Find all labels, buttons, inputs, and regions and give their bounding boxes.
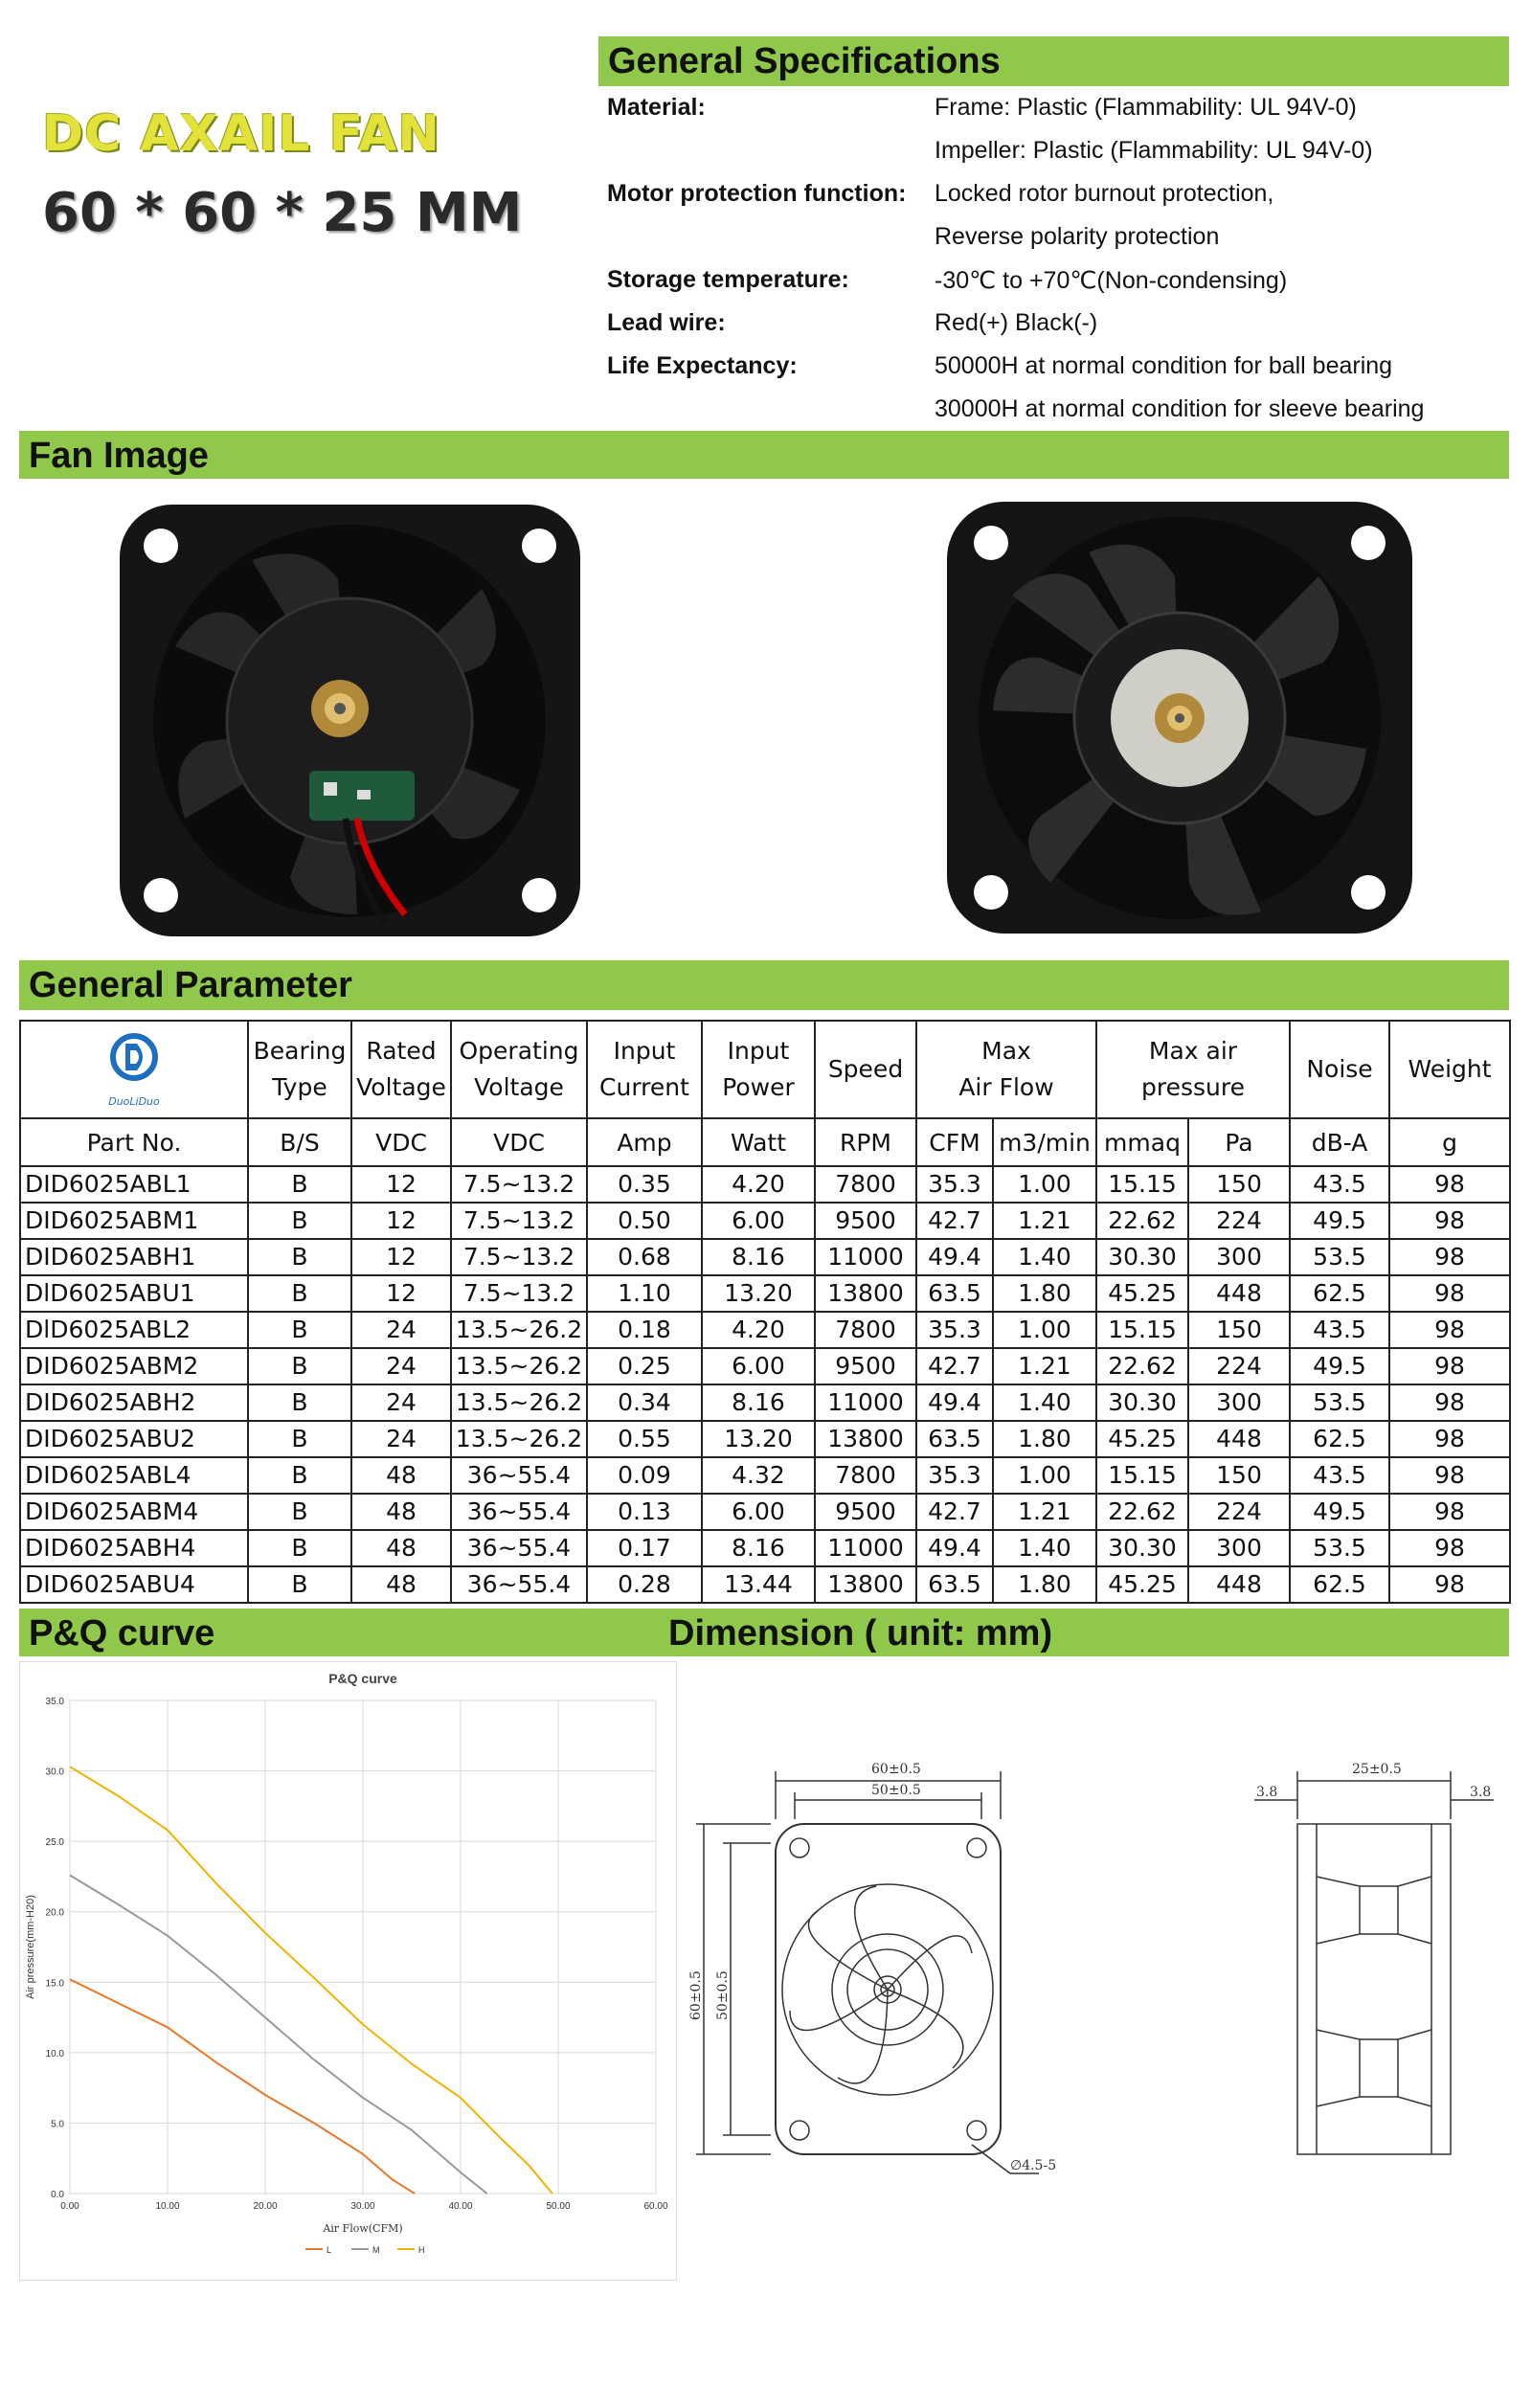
table-cell: B (248, 1203, 351, 1239)
table-row (20, 1494, 1510, 1530)
dimension-front-drawing (685, 1743, 1087, 2193)
header-operating-voltage (451, 1021, 587, 1118)
table-cell: 11000 (815, 1384, 916, 1421)
dim-label-hole: ∅4.5-5 (1010, 2158, 1057, 2173)
unit-cell: Amp (587, 1118, 702, 1166)
table-cell: 35.3 (916, 1166, 993, 1203)
unit-cell: dB-A (1290, 1118, 1389, 1166)
table-cell: 45.25 (1096, 1566, 1188, 1603)
table-cell: 448 (1188, 1275, 1290, 1312)
x-tick-label: 30.00 (350, 2201, 375, 2212)
table-cell: 49.4 (916, 1239, 993, 1275)
table-cell: B (248, 1348, 351, 1384)
table-cell: 300 (1188, 1530, 1290, 1566)
spec-label-storage-temp: Storage temperature: (607, 266, 849, 293)
table-cell: 15.15 (1096, 1312, 1188, 1348)
table-cell: 98 (1389, 1166, 1510, 1203)
table-cell: 49.5 (1290, 1203, 1389, 1239)
table-cell: 9500 (815, 1348, 916, 1384)
y-tick-label: 35.0 (45, 1697, 64, 1707)
header-line: Operating (459, 1037, 579, 1065)
spec-value-impeller: Impeller: Plastic (Flammability: UL 94V-0) (935, 137, 1373, 164)
table-cell: 15.15 (1096, 1457, 1188, 1494)
table-cell: 42.7 (916, 1348, 993, 1384)
table-cell: 4.32 (702, 1457, 815, 1494)
table-cell: 12 (351, 1166, 451, 1203)
table-row (20, 1457, 1510, 1494)
table-cell: 98 (1389, 1566, 1510, 1603)
series-line-h (70, 1767, 552, 2194)
table-cell: 1.21 (993, 1348, 1096, 1384)
header-rated-voltage (351, 1021, 451, 1118)
table-row (20, 1166, 1510, 1203)
table-cell: 45.25 (1096, 1421, 1188, 1457)
y-tick-label: 20.0 (45, 1907, 64, 1919)
table-cell: 224 (1188, 1494, 1290, 1530)
table-cell: 62.5 (1290, 1421, 1389, 1457)
header-line: Speed (827, 1055, 904, 1083)
product-size: 60 * 60 * 25 MM (42, 182, 523, 244)
table-cell: 49.5 (1290, 1494, 1389, 1530)
table-cell: 45.25 (1096, 1275, 1188, 1312)
table-cell: 8.16 (702, 1384, 815, 1421)
table-cell: 6.00 (702, 1203, 815, 1239)
table-cell: B (248, 1384, 351, 1421)
table-cell: 0.28 (587, 1566, 702, 1603)
spec-label-motor-protection: Motor protection function: (607, 180, 907, 207)
table-cell: 98 (1389, 1384, 1510, 1421)
unit-cell: g (1389, 1118, 1510, 1166)
header-line: Voltage (474, 1073, 564, 1101)
header-input-power (702, 1021, 815, 1118)
dim-label-outer: 60±0.5 (871, 1762, 921, 1777)
unit-cell: m3/min (993, 1118, 1096, 1166)
parameter-table (19, 1020, 1511, 1604)
table-cell: 7.5~13.2 (451, 1275, 587, 1312)
x-tick-label: 10.00 (155, 2201, 180, 2212)
table-cell: 36~55.4 (451, 1530, 587, 1566)
table-cell: 1.40 (993, 1239, 1096, 1275)
table-cell: 1.00 (993, 1457, 1096, 1494)
fan-image-heading: Fan Image (19, 431, 1509, 479)
part-number-cell: DID6025ABU2 (20, 1421, 248, 1457)
table-cell: 13.44 (702, 1566, 815, 1603)
unit-cell: mmaq (1096, 1118, 1188, 1166)
dim-label-right-gap: 3.8 (1470, 1785, 1492, 1800)
table-cell: 6.00 (702, 1494, 815, 1530)
part-number-cell: DID6025ABM4 (20, 1494, 248, 1530)
spec-label-material: Material: (607, 94, 706, 121)
y-tick-label: 30.0 (45, 1767, 64, 1778)
table-cell: 224 (1188, 1348, 1290, 1384)
table-row (20, 1348, 1510, 1384)
table-cell: 15.15 (1096, 1166, 1188, 1203)
header-max-air-flow (916, 1021, 1096, 1118)
table-cell: 12 (351, 1275, 451, 1312)
table-row (20, 1421, 1510, 1457)
unit-cell: Watt (702, 1118, 815, 1166)
table-cell: 53.5 (1290, 1384, 1389, 1421)
table-cell: 0.18 (587, 1312, 702, 1348)
table-cell: B (248, 1494, 351, 1530)
part-number-cell: DID6025ABM1 (20, 1203, 248, 1239)
table-cell: 4.20 (702, 1166, 815, 1203)
table-cell: 22.62 (1096, 1348, 1188, 1384)
table-cell: 8.16 (702, 1239, 815, 1275)
header-line: Max (981, 1037, 1031, 1065)
table-cell: 48 (351, 1530, 451, 1566)
spec-value-life-ball: 50000H at normal condition for ball bearing (935, 352, 1393, 379)
header-line: Noise (1306, 1055, 1373, 1083)
header-line: Air Flow (958, 1073, 1054, 1101)
table-cell: 1.40 (993, 1530, 1096, 1566)
table-cell: 98 (1389, 1530, 1510, 1566)
table-cell: 1.80 (993, 1421, 1096, 1457)
table-cell: 13.20 (702, 1275, 815, 1312)
table-cell: 0.35 (587, 1166, 702, 1203)
table-cell: 7800 (815, 1457, 916, 1494)
dim-label-inner-vertical: 50±0.5 (715, 1970, 731, 2020)
table-cell: B (248, 1457, 351, 1494)
table-cell: 98 (1389, 1348, 1510, 1384)
y-tick-label: 15.0 (45, 1978, 64, 1990)
part-number-cell: DID6025ABL4 (20, 1457, 248, 1494)
pq-chart-frame (19, 1661, 677, 2281)
table-cell: 13.5~26.2 (451, 1384, 587, 1421)
table-cell: 150 (1188, 1312, 1290, 1348)
table-cell: 43.5 (1290, 1457, 1389, 1494)
header-line: Power (722, 1073, 795, 1101)
table-cell: 49.4 (916, 1530, 993, 1566)
spec-value-lead-wire: Red(+) Black(-) (935, 309, 1098, 336)
table-cell: 1.80 (993, 1275, 1096, 1312)
header-line: Current (599, 1073, 689, 1101)
table-cell: 0.50 (587, 1203, 702, 1239)
table-cell: 98 (1389, 1275, 1510, 1312)
table-cell: 62.5 (1290, 1566, 1389, 1603)
fan-front-photo (945, 500, 1414, 935)
x-axis-label: Air Flow(CFM) (323, 2222, 403, 2235)
y-tick-label: 5.0 (51, 2119, 64, 2130)
dim-label-depth: 25±0.5 (1352, 1762, 1402, 1777)
lower-section-bar (19, 1609, 1509, 1656)
spec-label-life: Life Expectancy: (607, 352, 798, 379)
fan-back-photo (118, 503, 582, 938)
header-line: Type (272, 1073, 327, 1101)
table-cell: 42.7 (916, 1203, 993, 1239)
table-cell: 1.80 (993, 1566, 1096, 1603)
table-cell: 98 (1389, 1239, 1510, 1275)
table-cell: 0.55 (587, 1421, 702, 1457)
table-cell: 1.21 (993, 1203, 1096, 1239)
table-cell: 42.7 (916, 1494, 993, 1530)
general-parameter-heading: General Parameter (19, 960, 1509, 1010)
unit-cell: VDC (451, 1118, 587, 1166)
x-tick-label: 20.00 (253, 2201, 278, 2212)
table-cell: 49.4 (916, 1384, 993, 1421)
table-cell: 62.5 (1290, 1275, 1389, 1312)
table-cell: 448 (1188, 1566, 1290, 1603)
part-number-cell: DID6025ABL1 (20, 1166, 248, 1203)
header-line: Input (613, 1037, 676, 1065)
table-cell: 24 (351, 1348, 451, 1384)
table-cell: 13800 (815, 1275, 916, 1312)
header-line: Weight (1408, 1055, 1492, 1083)
table-cell: 1.00 (993, 1312, 1096, 1348)
unit-cell: RPM (815, 1118, 916, 1166)
table-row (20, 1275, 1510, 1312)
table-cell: 49.5 (1290, 1348, 1389, 1384)
dim-label-inner: 50±0.5 (871, 1783, 921, 1798)
part-number-cell: DID6025ABM2 (20, 1348, 248, 1384)
table-cell: 98 (1389, 1421, 1510, 1457)
table-cell: 36~55.4 (451, 1457, 587, 1494)
table-cell: 7800 (815, 1166, 916, 1203)
legend-label-l: L (327, 2245, 332, 2255)
table-cell: 0.13 (587, 1494, 702, 1530)
header-line: Voltage (356, 1073, 446, 1101)
table-cell: 8.16 (702, 1530, 815, 1566)
table-units-row (20, 1118, 1510, 1166)
table-cell: 24 (351, 1384, 451, 1421)
x-tick-label: 0.00 (60, 2201, 79, 2212)
table-cell: B (248, 1239, 351, 1275)
unit-cell: Part No. (20, 1118, 248, 1166)
header-line: Rated (366, 1037, 437, 1065)
table-row (20, 1312, 1510, 1348)
unit-cell: VDC (351, 1118, 451, 1166)
table-cell: 48 (351, 1457, 451, 1494)
table-cell: 0.34 (587, 1384, 702, 1421)
header-weight (1389, 1021, 1510, 1118)
spec-label-lead-wire: Lead wire: (607, 309, 726, 336)
header-line: Input (727, 1037, 790, 1065)
table-cell: 224 (1188, 1203, 1290, 1239)
table-cell: B (248, 1530, 351, 1566)
table-cell: 150 (1188, 1166, 1290, 1203)
table-cell: 9500 (815, 1203, 916, 1239)
table-cell: 30.30 (1096, 1530, 1188, 1566)
table-cell: 4.20 (702, 1312, 815, 1348)
unit-cell: Pa (1188, 1118, 1290, 1166)
y-tick-label: 0.0 (51, 2190, 64, 2200)
legend-label-h: H (418, 2245, 425, 2255)
table-cell: 30.30 (1096, 1239, 1188, 1275)
header-line: Bearing (253, 1037, 347, 1065)
table-cell: 13.20 (702, 1421, 815, 1457)
header-noise (1290, 1021, 1389, 1118)
table-row (20, 1566, 1510, 1603)
header-max-air-pressure (1096, 1021, 1290, 1118)
table-cell: 1.40 (993, 1384, 1096, 1421)
dimension-side-drawing (1245, 1743, 1503, 2193)
table-cell: 36~55.4 (451, 1494, 587, 1530)
table-cell: 0.17 (587, 1530, 702, 1566)
legend-label-m: M (372, 2245, 380, 2255)
pq-curve-heading: P&Q curve (29, 1613, 215, 1654)
x-tick-label: 50.00 (546, 2201, 571, 2212)
dim-label-left-gap: 3.8 (1256, 1785, 1278, 1800)
product-title: DC AXAIL FAN (42, 105, 440, 163)
table-cell: 300 (1188, 1239, 1290, 1275)
table-cell: B (248, 1312, 351, 1348)
table-cell: 13.5~26.2 (451, 1421, 587, 1457)
part-number-cell: DID6025ABH1 (20, 1239, 248, 1275)
table-cell: 0.68 (587, 1239, 702, 1275)
table-cell: 13.5~26.2 (451, 1312, 587, 1348)
table-cell: 98 (1389, 1457, 1510, 1494)
table-cell: 24 (351, 1421, 451, 1457)
table-cell: B (248, 1421, 351, 1457)
header-input-current (587, 1021, 702, 1118)
table-cell: 448 (1188, 1421, 1290, 1457)
table-cell: 24 (351, 1312, 451, 1348)
table-cell: 11000 (815, 1239, 916, 1275)
table-cell: 63.5 (916, 1421, 993, 1457)
unit-cell: B/S (248, 1118, 351, 1166)
table-cell: 7800 (815, 1312, 916, 1348)
table-cell: 22.62 (1096, 1494, 1188, 1530)
part-number-cell: DID6025ABU4 (20, 1566, 248, 1603)
x-tick-label: 60.00 (643, 2201, 668, 2212)
table-cell: 1.21 (993, 1494, 1096, 1530)
chart-title: P&Q curve (328, 1671, 397, 1686)
table-row (20, 1384, 1510, 1421)
table-cell: 11000 (815, 1530, 916, 1566)
y-tick-label: 25.0 (45, 1837, 64, 1849)
table-cell: 48 (351, 1566, 451, 1603)
brand-logo-cell (20, 1021, 248, 1118)
general-specs-heading: General Specifications (598, 36, 1509, 86)
table-cell: 6.00 (702, 1348, 815, 1384)
table-cell: 13800 (815, 1421, 916, 1457)
table-cell: 13800 (815, 1566, 916, 1603)
table-cell: 63.5 (916, 1566, 993, 1603)
table-cell: 35.3 (916, 1457, 993, 1494)
dimension-heading: Dimension ( unit: mm) (668, 1613, 1053, 1654)
table-header-row (20, 1021, 1510, 1118)
dim-label-outer-vertical: 60±0.5 (688, 1970, 704, 2020)
spec-value-frame: Frame: Plastic (Flammability: UL 94V-0) (935, 94, 1357, 121)
table-cell: 22.62 (1096, 1203, 1188, 1239)
header-line: Max air (1148, 1037, 1238, 1065)
duoliduo-logo-icon (101, 1032, 168, 1086)
y-axis-label: Air pressure(mm-H20) (25, 1895, 36, 1999)
series-line-m (70, 1876, 487, 2194)
table-cell: 30.30 (1096, 1384, 1188, 1421)
logo-text: DuoLiDuo (108, 1094, 160, 1108)
table-cell: 1.00 (993, 1166, 1096, 1203)
table-cell: 98 (1389, 1312, 1510, 1348)
table-cell: 35.3 (916, 1312, 993, 1348)
table-row (20, 1203, 1510, 1239)
table-cell: 13.5~26.2 (451, 1348, 587, 1384)
table-cell: 7.5~13.2 (451, 1239, 587, 1275)
table-cell: 7.5~13.2 (451, 1203, 587, 1239)
table-row (20, 1530, 1510, 1566)
table-cell: 0.09 (587, 1457, 702, 1494)
spec-value-storage-temp: -30℃ to +70℃(Non-condensing) (935, 267, 1288, 294)
x-tick-label: 40.00 (448, 2201, 473, 2212)
table-cell: 9500 (815, 1494, 916, 1530)
part-number-cell: DlD6025ABU1 (20, 1275, 248, 1312)
table-cell: 12 (351, 1203, 451, 1239)
table-cell: 12 (351, 1239, 451, 1275)
table-cell: 7.5~13.2 (451, 1166, 587, 1203)
table-cell: 48 (351, 1494, 451, 1530)
table-cell: 300 (1188, 1384, 1290, 1421)
table-cell: 36~55.4 (451, 1566, 587, 1603)
table-cell: 98 (1389, 1494, 1510, 1530)
header-bearing-type (248, 1021, 351, 1118)
spec-value-life-sleeve: 30000H at normal condition for sleeve bearing (935, 395, 1425, 422)
table-body (20, 1166, 1510, 1603)
table-cell: 1.10 (587, 1275, 702, 1312)
part-number-cell: DID6025ABH2 (20, 1384, 248, 1421)
header-speed (815, 1021, 916, 1118)
table-cell: B (248, 1566, 351, 1603)
spec-value-reverse-polarity: Reverse polarity protection (935, 223, 1220, 250)
pq-chart (20, 1662, 676, 2280)
table-row (20, 1239, 1510, 1275)
table-cell: 43.5 (1290, 1312, 1389, 1348)
table-cell: 98 (1389, 1203, 1510, 1239)
table-cell: 43.5 (1290, 1166, 1389, 1203)
table-cell: B (248, 1275, 351, 1312)
y-tick-label: 10.0 (45, 2048, 64, 2059)
header-line: pressure (1141, 1073, 1245, 1101)
table-cell: 53.5 (1290, 1530, 1389, 1566)
part-number-cell: DlD6025ABL2 (20, 1312, 248, 1348)
unit-cell: CFM (916, 1118, 993, 1166)
spec-value-locked-rotor: Locked rotor burnout protection, (935, 180, 1274, 207)
table-cell: 63.5 (916, 1275, 993, 1312)
table-cell: 150 (1188, 1457, 1290, 1494)
table-cell: B (248, 1166, 351, 1203)
part-number-cell: DID6025ABH4 (20, 1530, 248, 1566)
table-cell: 53.5 (1290, 1239, 1389, 1275)
table-cell: 0.25 (587, 1348, 702, 1384)
